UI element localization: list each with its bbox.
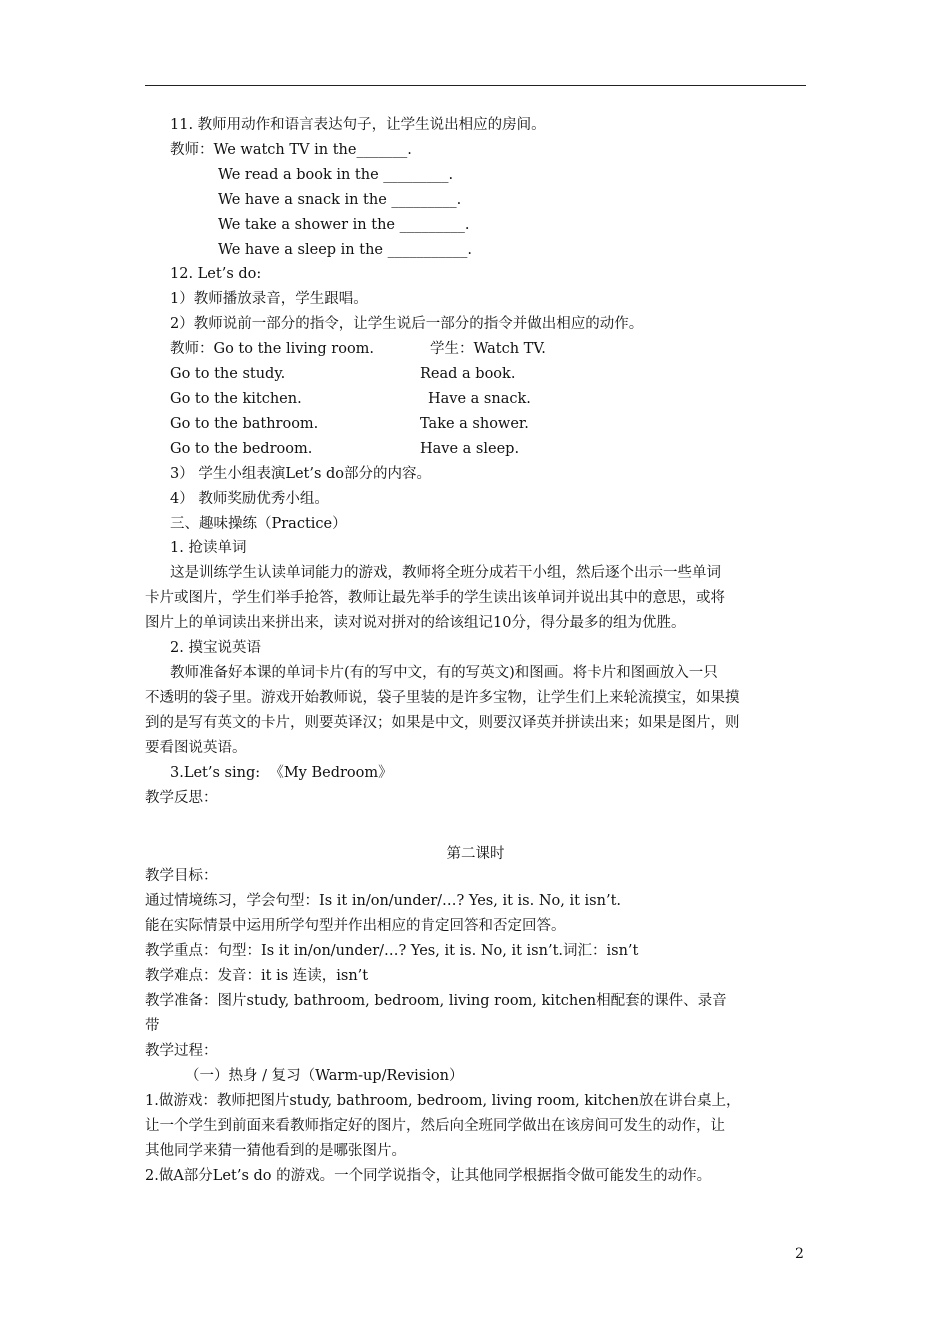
- text-line: 教学重点：句型：Is it in/on/under/…? Yes, it is. No, it isn’t.词汇：isn’t: [145, 943, 639, 959]
- lesson-heading: 第二课时: [446, 846, 505, 862]
- text-line: 教学准备：图片study, bathroom, bedroom, living room, kitchen相配套的课件、录音: [145, 993, 727, 1009]
- text-line: 不透明的袋子里。游戏开始教师说，袋子里装的是许多宝物，让学生们上来轮流摸宝，如果摸: [145, 690, 740, 706]
- text-line: （一）热身 / 复习（Warm-up/Revision）: [185, 1068, 464, 1084]
- text-line: 11. 教师用动作和语言表达句子，让学生说出相应的房间。: [170, 117, 546, 133]
- text-line: 让一个学生到前面来看教师指定好的图片，然后向全班同学做出在该房间可发生的动作，让: [145, 1118, 725, 1134]
- text-line: 教学过程：: [145, 1043, 218, 1059]
- text-line: 卡片或图片，学生们举手抢答，教师让最先举手的学生读出该单词并说出其中的意思，或将: [145, 590, 725, 606]
- text-line: We read a book in the _________.: [218, 167, 454, 183]
- text-line: 教师：Go to the living room.: [170, 341, 375, 357]
- text-line: 教师准备好本课的单词卡片(有的写中文，有的写英文)和图画。将卡片和图画放入一只: [170, 665, 718, 681]
- text-line: Go to the kitchen.: [170, 391, 302, 407]
- text-line: 教师：We watch TV in the_______.: [170, 142, 412, 158]
- text-line: 2. 摸宝说英语: [170, 640, 261, 656]
- text-line: 1.做游戏：教师把图片study, bathroom, bedroom, living room, kitchen放在讲台桌上，: [145, 1093, 741, 1109]
- text-line: 1. 抢读单词: [170, 540, 247, 556]
- text-line: We have a sleep in the ___________.: [218, 242, 472, 258]
- text-line: 教学反思：: [145, 790, 218, 806]
- text-line: We have a snack in the _________.: [218, 192, 462, 208]
- text-line: 教学目标：: [145, 868, 218, 884]
- text-line: 图片上的单词读出来拼出来，读对说对拼对的给该组记10分，得分最多的组为优胜。: [145, 615, 686, 631]
- text-line: 1）教师播放录音，学生跟唱。: [170, 291, 368, 307]
- text-line: We take a shower in the _________.: [218, 217, 470, 233]
- text-line: 学生：Watch TV.: [430, 341, 546, 357]
- text-line: 要看图说英语。: [145, 740, 247, 756]
- text-line: 到的是写有英文的卡片，则要英译汉；如果是中文，则要汉译英并拼读出来；如果是图片，则: [145, 715, 740, 731]
- text-line: 4） 教师奖励优秀小组。: [170, 491, 329, 507]
- text-line: Take a shower.: [420, 416, 529, 432]
- text-line: 通过情境练习，学会句型：Is it in/on/under/…? Yes, it is. No, it isn’t.: [145, 893, 621, 909]
- text-line: Go to the study.: [170, 366, 286, 382]
- page-number: 2: [795, 1246, 804, 1262]
- text-line: 12. Let’s do:: [170, 266, 262, 282]
- text-line: 其他同学来猜一猜他看到的是哪张图片。: [145, 1143, 406, 1159]
- text-line: 三、趣味操练（Practice）: [170, 516, 347, 532]
- text-line: Have a sleep.: [420, 441, 520, 457]
- text-line: 带: [145, 1018, 160, 1034]
- text-line: 这是训练学生认读单词能力的游戏，教师将全班分成若干小组，然后逐个出示一些单词: [170, 565, 721, 581]
- text-line: 能在实际情景中运用所学句型并作出相应的肯定回答和否定回答。: [145, 918, 566, 934]
- text-line: Read a book.: [420, 366, 516, 382]
- text-line: Go to the bedroom.: [170, 441, 313, 457]
- text-line: 2.做A部分Let’s do 的游戏。一个同学说指令，让其他同学根据指令做可能发生的动作。: [145, 1168, 712, 1184]
- text-line: 教学难点：发音：it is 连读，isn’t: [145, 968, 369, 984]
- text-line: 3） 学生小组表演Let’s do部分的内容。: [170, 466, 432, 482]
- text-line: 3.Let’s sing: 《My Bedroom》: [170, 765, 393, 781]
- text-line: 2）教师说前一部分的指令，让学生说后一部分的指令并做出相应的动作。: [170, 316, 644, 332]
- text-line: Go to the bathroom.: [170, 416, 319, 432]
- header-rule: [145, 85, 806, 86]
- text-line: Have a snack.: [428, 391, 531, 407]
